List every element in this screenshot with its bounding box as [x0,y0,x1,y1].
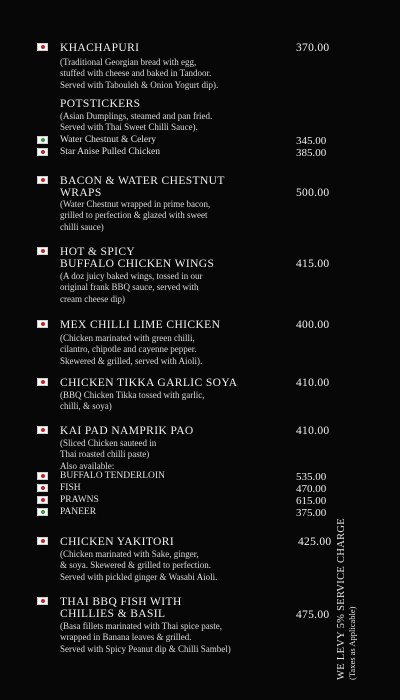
item-title: HOT & SPICY [60,246,136,258]
item-description-line: Thai roasted chilli paste) [60,449,150,460]
item-description-line: chilli sauce) [60,221,104,232]
item-description-line: stuffed with cheese and baked in Tandoor. [60,68,212,79]
option-label: PANEER [60,507,97,517]
item-description-line: wrapped in Banana leaves & grilled. [60,632,192,643]
non-veg-mark-icon [37,597,48,605]
item-description-line: Served with Thai Sweet Chilli Sauce). [60,122,198,133]
option-price: 385.00 [296,147,327,159]
item-price: 370.00 [296,42,330,54]
item-description-line: chilli, & soya) [60,401,112,412]
item-price: 425.00 [298,536,332,548]
item-description-line: grilled to perfection & glazed with sweet [60,210,208,221]
item-description-line: cream cheese dip) [60,293,125,304]
option-price: 345.00 [296,135,327,147]
non-veg-mark-icon [37,496,48,504]
non-veg-mark-icon [37,378,48,386]
option-label: PRAWNS [60,495,99,505]
item-description-line: Skewered & grilled, served with Aioli). [60,355,203,366]
non-veg-mark-icon [37,426,48,434]
service-charge-note [336,518,357,680]
item-description-line: (Chicken marinated with Sake, ginger, [60,549,199,559]
item-title: WRAPS [60,187,102,199]
item-description-line: original frank BBQ sauce, served with [60,282,199,293]
item-description-line: (Water Chestnut wrapped in prime bacon, [60,199,211,209]
taxes-note-text: (Taxes as Applicable) [347,606,357,680]
non-veg-mark-icon [37,148,48,156]
option-price: 470.00 [296,483,327,495]
veg-mark-icon [37,136,48,144]
option-price: 615.00 [296,495,327,507]
non-veg-mark-icon [37,247,48,255]
item-price: 475.00 [296,609,330,621]
item-price: 410.00 [296,377,330,389]
item-title: POTSTICKERS [60,98,141,110]
non-veg-mark-icon [37,176,48,184]
option-price: 535.00 [296,471,327,483]
item-description-line: Also available: [60,460,115,471]
item-description-line: (Asian Dumplings, steamed and pan fried. [60,111,213,121]
option-label: BUFFALO TENDERLOIN [60,471,165,481]
non-veg-mark-icon [37,43,48,51]
item-price: 500.00 [296,187,330,199]
veg-mark-icon [37,508,48,516]
item-title: CHILLIES & BASIL [60,608,166,620]
item-description-line: & soya. Skewered & grilled to perfection. [60,560,211,571]
item-price: 400.00 [296,319,330,331]
item-description-line: (Chicken marinated with green chilli, [60,333,195,343]
item-title: MEX CHILLI LIME CHICKEN [60,319,221,331]
item-title: BUFFALO CHICKEN WINGS [60,258,215,270]
item-description-line: Served with Tabouleh & Onion Yogurt dip). [60,79,219,90]
service-charge-text: WE LEVY 5% SERVICE CHARGE [336,517,347,680]
item-description-line: (Sliced Chicken sauteed in [60,438,157,448]
item-description-line: Served with pickled ginger & Wasabi Aioli. [60,571,218,582]
item-title: CHICKEN TIKKA GARLIC SOYA [60,377,238,389]
item-title: BACON & WATER CHESTNUT [60,175,225,187]
non-veg-mark-icon [37,472,48,480]
non-veg-mark-icon [37,484,48,492]
option-label: Water Chestnut & Celery [60,135,157,145]
item-description-line: (A doz juicy baked wings, tossed in our [60,271,203,281]
item-description-line: (Basa fillets marinated with Thai spice paste, [60,621,223,631]
item-price: 415.00 [296,258,330,270]
non-veg-mark-icon [37,320,48,328]
item-description-line: Served with Spicy Peanut dip & Chilli Sambel) [60,643,231,654]
item-description-line: (Traditional Georgian bread with egg, [60,57,197,67]
non-veg-mark-icon [37,537,48,545]
item-price: 410.00 [296,425,330,437]
item-description-line: (BBQ Chicken Tikka tossed with garlic, [60,390,205,400]
option-label: FISH [60,483,81,493]
option-price: 375.00 [296,507,327,519]
item-title: KHACHAPURI [60,42,140,54]
item-title: CHICKEN YAKITORI [60,536,175,548]
item-title: THAI BBQ FISH WITH [60,596,182,608]
item-description-line: cilantro, chipotle and cayenne pepper. [60,344,197,355]
item-title: KAI PAD NAMPRIK PAO [60,425,194,437]
option-label: Star Anise Pulled Chicken [60,147,161,157]
